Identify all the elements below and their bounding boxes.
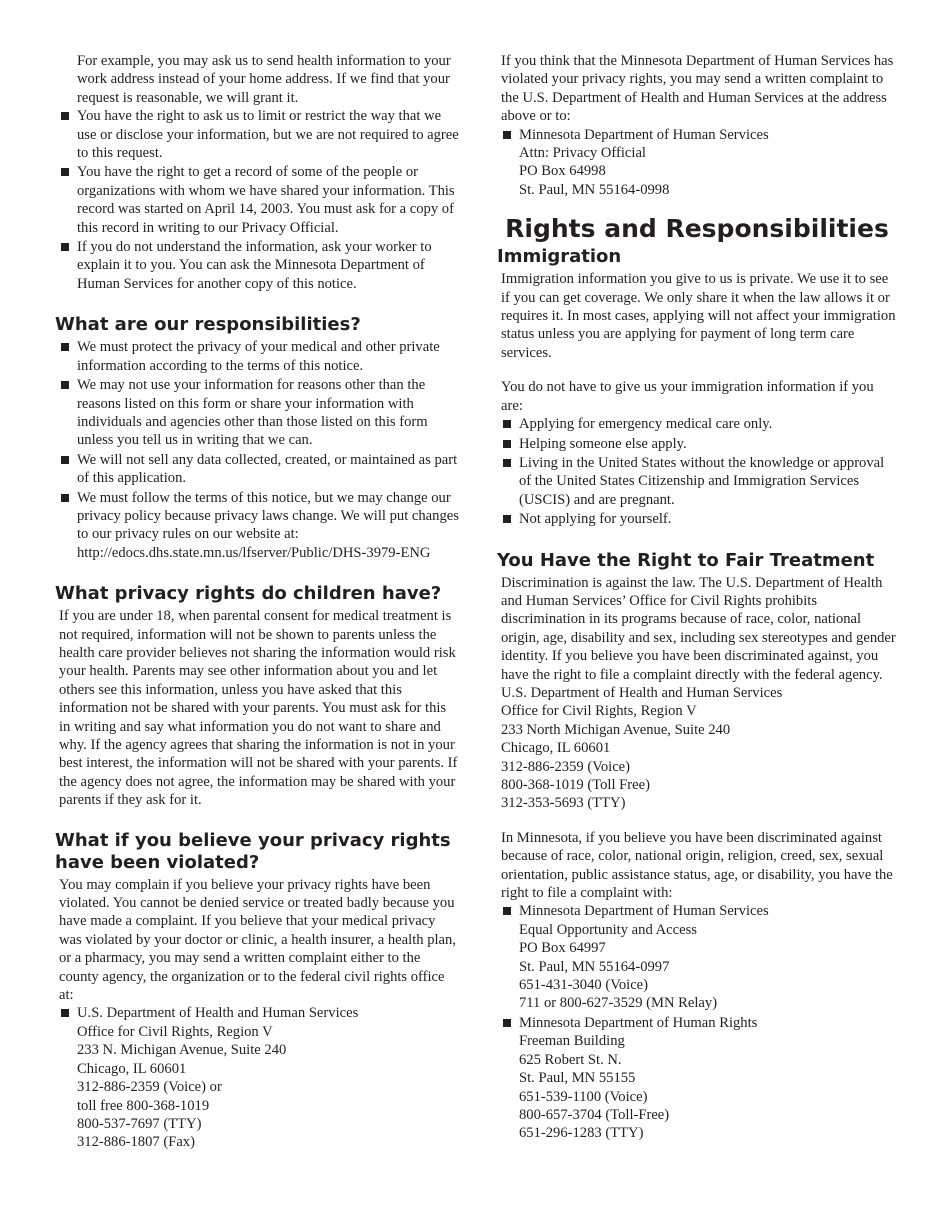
intro-paragraph: For example, you may ask us to send health information to your work address instead of your home address. If we find that your request is reasonable, we will grant it. xyxy=(77,53,451,106)
square-bullet-icon xyxy=(503,440,511,448)
list-item xyxy=(55,1004,460,1151)
ocr-address: U.S. Department of Health and Human Services Office for Civil Rights, Region V 233 North Michigan Avenue, Suite 240 Chicago, IL 60601 312-886-2359 (Voice) 800-368-1019 (Toll Free) 312-353-5693 (TTY) xyxy=(501,684,783,812)
square-bullet-icon xyxy=(503,459,511,467)
square-bullet-icon xyxy=(61,456,69,464)
mn-contact-list xyxy=(497,902,897,1142)
square-bullet-icon xyxy=(503,420,511,428)
list-item: We must protect the privacy of your medical and other private information according to the terms of this notice. xyxy=(55,338,460,375)
square-bullet-icon xyxy=(61,112,69,120)
square-bullet-icon xyxy=(61,168,69,176)
square-bullet-icon xyxy=(503,131,511,139)
square-bullet-icon xyxy=(61,343,69,351)
fair-treatment-heading: You Have the Right to Fair Treatment xyxy=(497,549,875,571)
list-item: We will not sell any data collected, created, or maintained as part of this application. xyxy=(55,451,460,488)
list-item: You have the right to ask us to limit or restrict the way that we use or disclose your information, but we are not required to agree to this request. xyxy=(55,107,460,162)
list-item: You have the right to get a record of some of the people or organizations with whom we have shared your information. This record was started on April 14, 2003. You must ask for a copy of this record in writing to our Privacy Official. xyxy=(55,163,460,237)
list-item: If you do not understand the information, ask your worker to explain it to you. You can ask the Minnesota Department of Human Services for another copy of this notice. xyxy=(55,238,460,293)
minnesota-paragraph: In Minnesota, if you believe you have been discriminated against because of race, color, national origin, religion, creed, sex, sexual orientation, public assistance status, age, or disability, you have the right to file a complaint with: xyxy=(501,829,893,902)
hhs-address: U.S. Department of Health and Human Services Office for Civil Rights, Region V 233 N. Michigan Avenue, Suite 240 Chicago, IL 60601 312-886-2359 (Voice) or toll free 800-368-1019 800-537-7697 (TTY) 312-886-1807 (Fax) xyxy=(77,1005,359,1151)
immigration-heading: Immigration xyxy=(497,246,622,268)
square-bullet-icon xyxy=(503,515,511,523)
children-paragraph: If you are under 18, when parental consent for medical treatment is not required, information will not be shown to parents unless the health care provider believes not sharing the information would risk your health. Parents may see other information about you and let others see this information, unless you have asked that this information not be shared with your parents. You must ask for this in writing and say what information you do not want to share and why. If the agency agrees that sharing the information is not in your best interest, the information will not be shared with your parents. If the agency does not agree, the information may be shared with your parents if they ask for it. xyxy=(59,608,458,809)
list-item: Living in the United States without the knowledge or approval of the United States Citizenship and Immigration Services (USCIS) and are pregnant. xyxy=(497,454,897,509)
page-title: Rights and Responsibilities xyxy=(505,214,889,244)
violated-paragraph: You may complain if you believe your privacy rights have been violated. You cannot be denied service or treated badly because you have made a complaint. If you believe that your medical privacy was violated by your doctor or clinic, a health insurer, a health plan, or a pharmacy, you may send a written complaint either to the county agency, the organization or to the federal civil rights office at: xyxy=(59,876,456,1004)
square-bullet-icon xyxy=(61,1009,69,1017)
dhs-contact-list xyxy=(497,126,897,200)
eoa-address: Minnesota Department of Human Services Equal Opportunity and Access PO Box 64997 St. Paul, MN 55164-0997 651-431-3040 (Voice) 711 or 800-627-3529 (MN Relay) xyxy=(519,903,769,1012)
complaint-paragraph: If you think that the Minnesota Department of Human Services has violated your privacy rights, you may send a written complaint to the U.S. Department of Health and Human Services at the address above or to: xyxy=(501,53,894,125)
list-item: Helping someone else apply. xyxy=(497,435,897,453)
responsibilities-list xyxy=(55,338,460,562)
left-column xyxy=(55,52,460,1153)
square-bullet-icon xyxy=(61,494,69,502)
violated-heading: What if you believe your privacy rights have been violated? xyxy=(55,829,451,873)
responsibilities-heading: What are our responsibilities? xyxy=(55,314,361,336)
immigration-paragraph-2: You do not have to give us your immigration information if you are: xyxy=(501,379,874,414)
square-bullet-icon xyxy=(503,907,511,915)
square-bullet-icon xyxy=(503,1019,511,1027)
children-heading: What privacy rights do children have? xyxy=(55,583,442,605)
dhs-address: Minnesota Department of Human Services Attn: Privacy Official PO Box 64998 St. Paul, MN 55164-0998 xyxy=(519,126,769,198)
mdhr-address: Minnesota Department of Human Rights Freeman Building 625 Robert St. N. St. Paul, MN 55155 651-539-1100 (Voice) 800-657-3704 (Toll-Free) 651-296-1283 (TTY) xyxy=(519,1014,758,1142)
list-item: Not applying for yourself. xyxy=(497,510,897,528)
square-bullet-icon xyxy=(61,243,69,251)
rights-list xyxy=(55,107,460,293)
list-item: We must follow the terms of this notice, but we may change our privacy policy because privacy laws change. We will put changes to our privacy rules on our website at: http://edocs.dhs.state.mn.us/lfserver/Public/DHS-3979-ENG xyxy=(55,489,460,563)
list-item xyxy=(497,1014,897,1143)
fair-treatment-paragraph: Discrimination is against the law. The U.S. Department of Health and Human Services’ Office for Civil Rights prohibits discrimination in its programs because of race, color, national origin, age, disability and sex, including sex stereotypes and gender identity. If you believe you have been discriminated against, you have the right to file a complaint directly with the federal agency. xyxy=(501,574,896,683)
list-item xyxy=(497,902,897,1012)
hhs-contact-list xyxy=(55,1004,460,1151)
list-item: Applying for emergency medical care only. xyxy=(497,415,897,433)
right-column xyxy=(497,52,897,1144)
square-bullet-icon xyxy=(61,381,69,389)
list-item: We may not use your information for reasons other than the reasons listed on this form or share your information with individuals and agencies other than those listed on this form unless you tell us in writing that we can. xyxy=(55,376,460,450)
list-item xyxy=(497,126,897,200)
immigration-list xyxy=(497,415,897,528)
immigration-paragraph: Immigration information you give to us is private. We use it to see if you can get coverage. We only share it when the law allows it or requires it. In most cases, applying will not affect your immigration status unless you are applying for payment of long term care services. xyxy=(501,271,896,361)
